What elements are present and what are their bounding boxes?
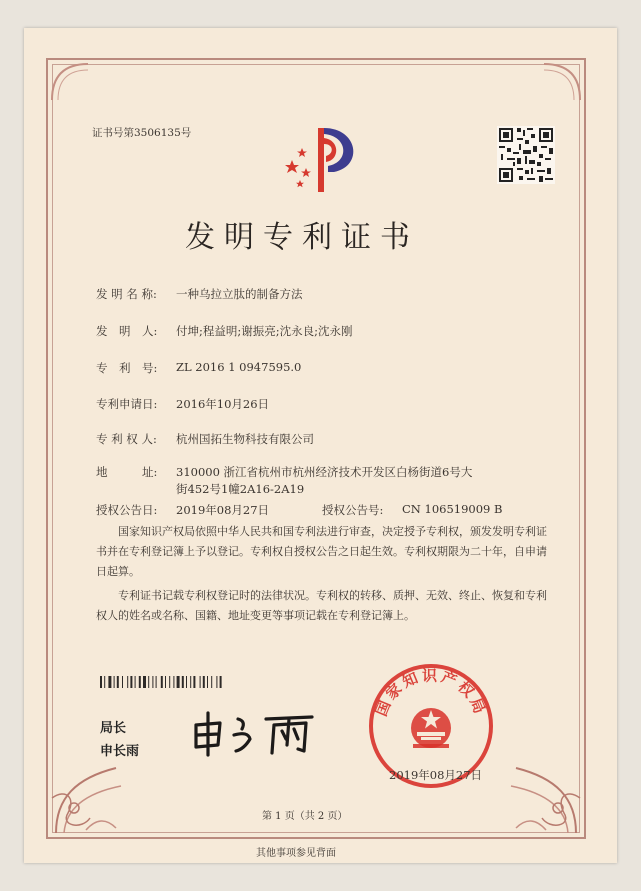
page-label: 第 1 页（共 2 页）	[262, 811, 348, 822]
grant-number-label: 授权公告号:	[322, 503, 384, 517]
grant-date-value: 2019年08月27日	[176, 503, 270, 517]
director-name: 申长雨	[100, 744, 140, 759]
address-line-1: 310000 浙江省杭州市杭州经济技术开发区白杨街道6号大	[176, 465, 473, 479]
seal-text: 国家知识产权局	[372, 666, 490, 719]
statement-paragraph-2: 专利证书记载专利权登记时的法律状况。专利权的转移、质押、无效、终止、恢复和专利权人的姓名或名称、国籍、地址变更等事项记载在专利登记簿上。	[96, 589, 547, 622]
certificate-title: 发明专利证书	[185, 220, 419, 255]
inventor-value: 付坤;程益明;谢振亮;沈永良;沈永刚	[176, 324, 353, 338]
filing-date-label: 专利申请日:	[96, 397, 158, 411]
address-label: 地 址:	[96, 465, 158, 479]
invention-name-label: 发 明 名 称:	[96, 287, 157, 301]
grant-date-label: 授权公告日:	[96, 503, 158, 517]
corner-ornament-top-left	[50, 62, 90, 102]
grant-number-value: CN 106519009 B	[402, 502, 503, 516]
corner-ornament-bottom-right	[506, 738, 586, 838]
signature-icon	[186, 705, 326, 760]
patent-number-label: 专 利 号:	[96, 361, 158, 375]
invention-name-value: 一种乌拉立肽的制备方法	[176, 287, 303, 301]
patentee-label: 专 利 权 人:	[96, 432, 157, 446]
barcode-icon	[100, 676, 270, 688]
certificate-number: 证书号第3506135号	[92, 127, 192, 139]
statement-paragraph-1: 国家知识产权局依照中华人民共和国专利法进行审查，决定授予专利权，颁发发明专利证书并在专利登记簿上予以登记。专利权自授权公告之日起生效。专利权期限为二十年，自申请日起算。	[96, 525, 547, 578]
patent-logo-icon	[278, 120, 370, 200]
patentee-value: 杭州国拓生物科技有限公司	[176, 432, 314, 446]
footer-note: 其他事项参见背面	[256, 848, 336, 859]
qr-code-icon	[497, 126, 555, 184]
filing-date-value: 2016年10月26日	[176, 397, 270, 411]
director-title: 局长	[100, 721, 127, 736]
inventor-label: 发 明 人:	[96, 324, 158, 338]
patent-number-value: ZL 2016 1 0947595.0	[176, 360, 302, 374]
seal-date: 2019年08月27日	[389, 768, 483, 782]
address-line-2: 街452号1幢2A16-2A19	[176, 482, 305, 496]
corner-ornament-top-right	[542, 62, 582, 102]
